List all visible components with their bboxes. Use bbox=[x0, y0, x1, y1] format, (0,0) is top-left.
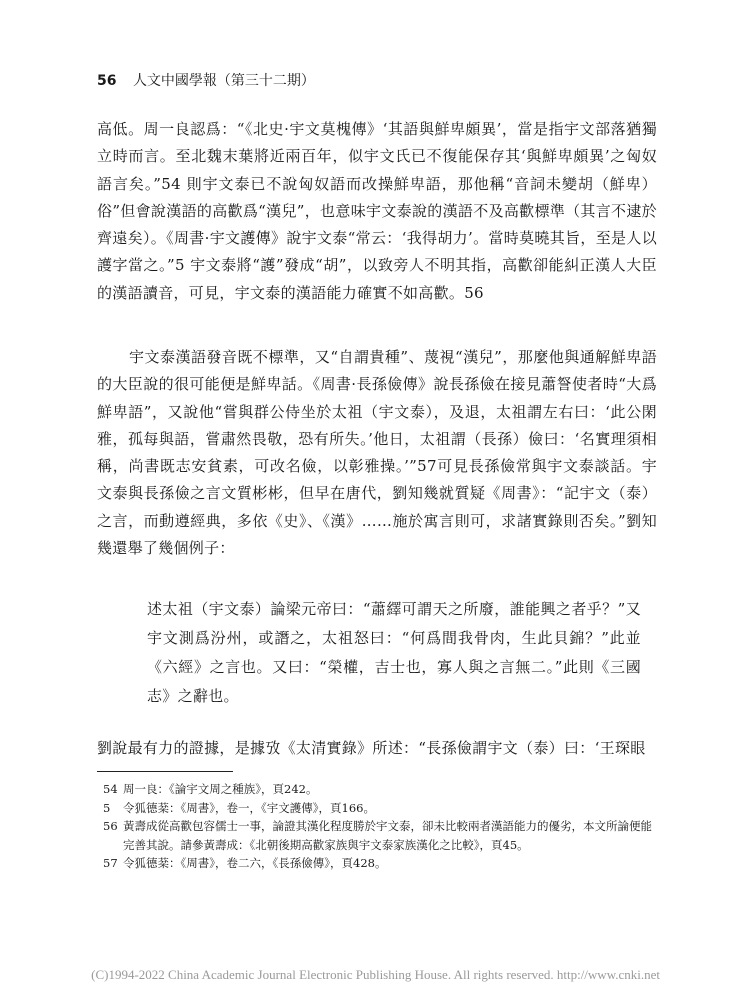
block-quote: 述太祖（宇文泰）論梁元帝曰：“蕭繹可謂天之所廢，誰能興之者乎？”又宇文測爲汾州，或譖之，太祖怒曰：“何爲間我骨肉，生此貝錦？”此並《六經》之言也。又曰：“榮權，吉士也，寡人與之言無二。”此則《三國志》之辭也。 bbox=[147, 600, 641, 705]
footnote-number: 56 bbox=[103, 819, 118, 833]
footnotes bbox=[103, 780, 658, 873]
footnote-text: 令狐德棻：《周書》，卷二六，《長孫儉傳》，頁428。 bbox=[123, 856, 387, 870]
footnote bbox=[103, 780, 658, 799]
footnote bbox=[103, 817, 658, 854]
footnote-number: 54 bbox=[103, 782, 118, 796]
footnote-text: 周一良：《論宇文周之種族》，頁242。 bbox=[123, 782, 318, 796]
footnote bbox=[103, 799, 658, 818]
footnote-text: 黃壽成從高歡包容儒士一事，論證其漢化程度勝於宇文泰，卻未比較兩者漢語能力的優劣，本文所論便能完善其說。請參黃壽成：《北朝後期高歡家族與宇文泰家族漢化之比較》，頁45。 bbox=[123, 819, 652, 852]
footnote-number: 57 bbox=[103, 856, 118, 870]
copyright-footer: (C)1994-2022 China Academic Journal Electronic Publishing House. All rights reserved. http://www.cnki.net bbox=[91, 967, 660, 982]
running-header bbox=[97, 70, 315, 90]
page-number: 56 bbox=[97, 73, 117, 89]
body-paragraph-3: 劉說最有力的證據，是據攷《太清實錄》所述：“長孫儉謂宇文（泰）曰：‘王琛眼 bbox=[97, 739, 646, 757]
body-paragraph-2: 宇文泰漢語發音既不標準，又“自謂貴種”、蔑視“漢兒”，那麼他與通解鮮卑語的大臣說的很可能便是鮮卑話。《周書·長孫儉傳》說長孫儉在接見蕭詧使者時“大爲鮮卑語”，又說他“嘗與群公侍坐於太祖（宇文泰），及退，太祖謂左右曰：‘此公閑雅，孤每與語，嘗肅然畏敬，恐有所失。’他日，太祖謂（長孫）儉曰：‘名實理須相稱，尚書既志安貧素，可改名儉，以彰雅操。’”57可見長孫儉常與宇文泰談話。宇文泰與長孫儉之言文質彬彬，但早在唐代，劉知幾就質疑《周書》：“記宇文（泰）之言，而動遵經典，多依《史》、《漢》……施於寓言則可，求諸實錄則否矣。”劉知幾還舉了幾個例子： bbox=[97, 348, 657, 558]
footnote bbox=[103, 854, 658, 873]
footnote-number: 5 bbox=[103, 800, 111, 815]
footnote-text: 令狐德棻：《周書》，卷一，《宇文護傳》，頁166。 bbox=[123, 800, 375, 815]
body-paragraph-1: 高低。周一良認爲：“《北史·宇文莫槐傳》‘其語與鮮卑頗異’，當是指宇文部落猶獨立時而言。至北魏末葉將近兩百年，似宇文氏已不復能保存其‘與鮮卑頗異’之匈奴語言矣。”54 則宇文泰已不說匈奴語而改操鮮卑語，那他稱“音詞未變胡（鮮卑）俗”但會說漢語的高歡爲“漢兒”，也意味宇文泰說的漢語不及高歡標準（其言不逮於齊遠矣）。《周書·宇文護傳》說宇文泰“常云：‘我得胡力’。當時莫曉其旨，至是人以護字當之。”5 宇文泰將“護”發成“胡”，以致旁人不明其指，高歡卻能糾正漢人大臣的漢語讀音，可見，宇文泰的漢語能力確實不如高歡。56 bbox=[97, 120, 657, 302]
journal-title: 人文中國學報（第三十二期） bbox=[132, 73, 315, 89]
footnote-divider bbox=[97, 771, 233, 772]
